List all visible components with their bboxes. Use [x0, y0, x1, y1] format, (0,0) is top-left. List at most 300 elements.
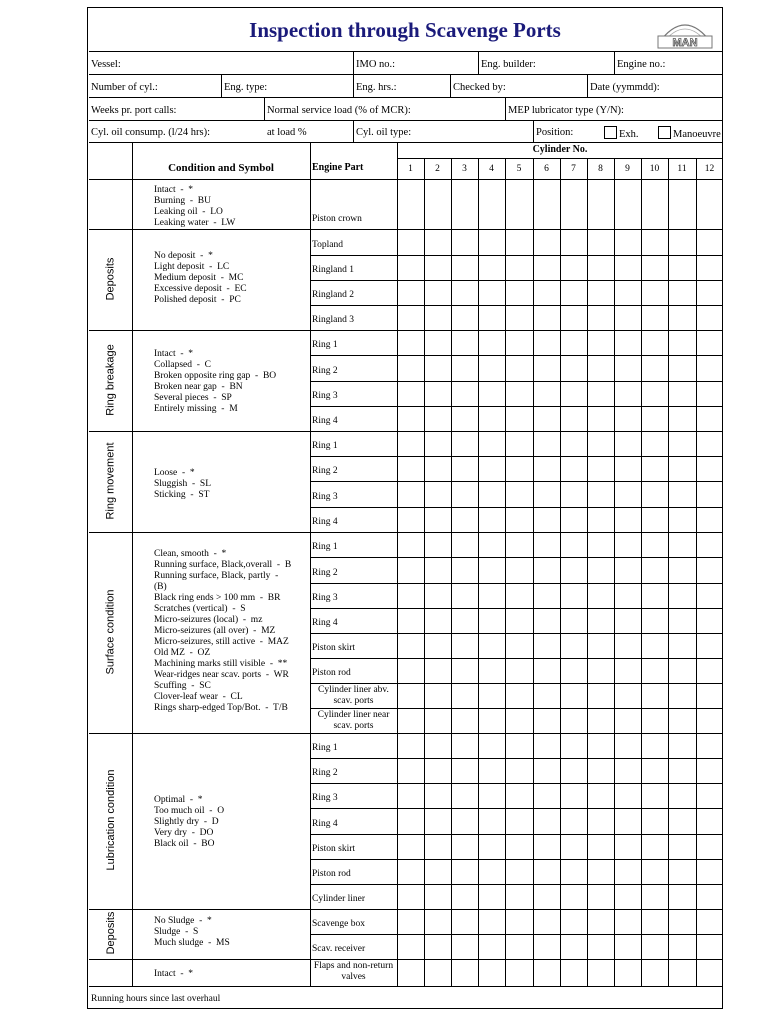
cylinder-cell[interactable] — [425, 558, 450, 582]
manoeuvre-checkbox-box[interactable] — [658, 126, 671, 139]
cylinder-cell[interactable] — [561, 230, 586, 254]
cylinder-cell[interactable] — [615, 910, 640, 933]
cylinder-cell[interactable] — [479, 584, 504, 607]
mep-field[interactable]: MEP lubricator type (Y/N): — [508, 105, 624, 116]
cylinder-cell[interactable] — [506, 809, 532, 833]
cylinder-cell[interactable] — [506, 659, 532, 682]
cylinder-cell[interactable] — [425, 659, 450, 682]
cylinder-cell[interactable] — [669, 180, 695, 228]
cylinder-cell[interactable] — [506, 356, 532, 380]
cylinder-cell[interactable] — [588, 382, 613, 405]
cylinder-cell[interactable] — [506, 407, 532, 430]
date-field[interactable]: Date (yymmdd): — [590, 82, 660, 93]
cylinder-cell[interactable] — [425, 407, 450, 430]
at-load-field[interactable]: at load % — [267, 127, 307, 138]
cylinder-cell[interactable] — [669, 382, 695, 405]
cylinder-cell[interactable] — [669, 609, 695, 632]
cylinder-cell[interactable] — [669, 432, 695, 455]
cylinder-cell[interactable] — [425, 684, 450, 707]
cylinder-cell[interactable] — [398, 331, 423, 354]
cylinder-cell[interactable] — [534, 256, 559, 279]
cylinder-cell[interactable] — [425, 609, 450, 632]
cylinder-cell[interactable] — [615, 407, 640, 430]
cylinder-cell[interactable] — [642, 809, 667, 833]
cylinder-cell[interactable] — [425, 709, 450, 732]
cylinder-cell[interactable] — [398, 180, 423, 228]
cylinder-cell[interactable] — [425, 230, 450, 254]
cylinder-cell[interactable] — [398, 281, 423, 304]
cylinder-cell[interactable] — [479, 960, 504, 985]
cyl-oil-consump-field[interactable]: Cyl. oil consump. (l/24 hrs): — [91, 127, 210, 138]
cylinder-cell[interactable] — [697, 935, 722, 958]
cylinder-cell[interactable] — [452, 508, 477, 531]
cylinder-cell[interactable] — [479, 860, 504, 883]
cylinder-cell[interactable] — [697, 809, 722, 833]
cylinder-cell[interactable] — [534, 407, 559, 430]
cylinder-cell[interactable] — [642, 331, 667, 354]
cylinder-cell[interactable] — [642, 230, 667, 254]
cylinder-cell[interactable] — [697, 256, 722, 279]
cylinder-cell[interactable] — [697, 634, 722, 657]
cylinder-cell[interactable] — [479, 709, 504, 732]
cylinder-cell[interactable] — [561, 885, 586, 908]
cylinder-cell[interactable] — [561, 634, 586, 657]
cylinder-cell[interactable] — [615, 230, 640, 254]
cylinder-cell[interactable] — [561, 709, 586, 732]
cylinder-cell[interactable] — [697, 784, 722, 807]
cylinder-cell[interactable] — [398, 356, 423, 380]
cylinder-cell[interactable] — [588, 935, 613, 958]
engine-no-field[interactable]: Engine no.: — [617, 59, 666, 70]
cylinder-cell[interactable] — [588, 759, 613, 782]
cylinder-cell[interactable] — [669, 809, 695, 833]
cylinder-cell[interactable] — [669, 281, 695, 304]
cylinder-cell[interactable] — [452, 457, 477, 480]
cylinder-cell[interactable] — [615, 382, 640, 405]
cylinder-cell[interactable] — [534, 281, 559, 304]
cylinder-cell[interactable] — [534, 935, 559, 958]
cylinder-cell[interactable] — [479, 835, 504, 858]
cylinder-cell[interactable] — [534, 331, 559, 354]
cylinder-cell[interactable] — [615, 759, 640, 782]
cylinder-cell[interactable] — [561, 759, 586, 782]
cylinder-cell[interactable] — [669, 558, 695, 582]
cylinder-cell[interactable] — [669, 457, 695, 480]
cylinder-cell[interactable] — [425, 382, 450, 405]
cylinder-cell[interactable] — [479, 609, 504, 632]
cylinder-cell[interactable] — [479, 910, 504, 933]
cylinder-cell[interactable] — [479, 230, 504, 254]
cylinder-cell[interactable] — [534, 709, 559, 732]
cylinder-cell[interactable] — [642, 482, 667, 506]
cylinder-cell[interactable] — [534, 885, 559, 908]
cylinder-cell[interactable] — [398, 584, 423, 607]
cylinder-cell[interactable] — [697, 609, 722, 632]
cylinder-cell[interactable] — [479, 533, 504, 556]
cylinder-cell[interactable] — [697, 910, 722, 933]
cylinder-cell[interactable] — [425, 910, 450, 933]
cylinder-cell[interactable] — [452, 835, 477, 858]
cylinder-cell[interactable] — [452, 256, 477, 279]
cylinder-cell[interactable] — [588, 784, 613, 807]
cylinder-cell[interactable] — [506, 482, 532, 506]
cylinder-cell[interactable] — [506, 508, 532, 531]
cylinder-cell[interactable] — [697, 180, 722, 228]
cylinder-cell[interactable] — [697, 533, 722, 556]
cylinder-cell[interactable] — [506, 306, 532, 329]
cylinder-cell[interactable] — [615, 432, 640, 455]
cylinder-cell[interactable] — [479, 809, 504, 833]
cylinder-cell[interactable] — [561, 609, 586, 632]
cylinder-cell[interactable] — [642, 910, 667, 933]
cylinder-cell[interactable] — [561, 356, 586, 380]
cylinder-cell[interactable] — [669, 835, 695, 858]
cylinder-cell[interactable] — [697, 734, 722, 757]
cylinder-cell[interactable] — [452, 684, 477, 707]
cylinder-cell[interactable] — [479, 784, 504, 807]
checked-by-field[interactable]: Checked by: — [453, 82, 506, 93]
cylinder-cell[interactable] — [398, 659, 423, 682]
cylinder-cell[interactable] — [479, 306, 504, 329]
cylinder-cell[interactable] — [669, 256, 695, 279]
cylinder-cell[interactable] — [425, 533, 450, 556]
cylinder-cell[interactable] — [534, 180, 559, 228]
cylinder-cell[interactable] — [425, 180, 450, 228]
cylinder-cell[interactable] — [697, 885, 722, 908]
cylinder-cell[interactable] — [588, 558, 613, 582]
cylinder-cell[interactable] — [452, 533, 477, 556]
cylinder-cell[interactable] — [697, 457, 722, 480]
cylinder-cell[interactable] — [697, 230, 722, 254]
cylinder-cell[interactable] — [561, 482, 586, 506]
cylinder-cell[interactable] — [642, 835, 667, 858]
cylinder-cell[interactable] — [506, 734, 532, 757]
cylinder-cell[interactable] — [506, 533, 532, 556]
cylinder-cell[interactable] — [669, 584, 695, 607]
cylinder-cell[interactable] — [398, 684, 423, 707]
normal-load-field[interactable]: Normal service load (% of MCR): — [267, 105, 411, 116]
cylinder-cell[interactable] — [588, 281, 613, 304]
cylinder-cell[interactable] — [642, 960, 667, 985]
cylinder-cell[interactable] — [615, 709, 640, 732]
cylinder-cell[interactable] — [398, 482, 423, 506]
cylinder-cell[interactable] — [615, 885, 640, 908]
cylinder-cell[interactable] — [479, 432, 504, 455]
cylinder-cell[interactable] — [479, 885, 504, 908]
cylinder-cell[interactable] — [534, 659, 559, 682]
cylinder-cell[interactable] — [479, 659, 504, 682]
cylinder-cell[interactable] — [669, 935, 695, 958]
cylinder-cell[interactable] — [588, 960, 613, 985]
cylinder-cell[interactable] — [506, 960, 532, 985]
weeks-field[interactable]: Weeks pr. port calls: — [91, 105, 177, 116]
cylinder-cell[interactable] — [425, 734, 450, 757]
cylinder-cell[interactable] — [479, 457, 504, 480]
cylinder-cell[interactable] — [534, 356, 559, 380]
cylinder-cell[interactable] — [452, 432, 477, 455]
cylinder-cell[interactable] — [588, 634, 613, 657]
cylinder-cell[interactable] — [561, 935, 586, 958]
cylinder-cell[interactable] — [669, 684, 695, 707]
cylinder-cell[interactable] — [615, 256, 640, 279]
cylinder-cell[interactable] — [615, 609, 640, 632]
cylinder-cell[interactable] — [561, 584, 586, 607]
cylinder-cell[interactable] — [615, 960, 640, 985]
cylinder-cell[interactable] — [452, 809, 477, 833]
cylinder-cell[interactable] — [642, 885, 667, 908]
cylinder-cell[interactable] — [506, 331, 532, 354]
cylinder-cell[interactable] — [506, 609, 532, 632]
cylinder-cell[interactable] — [398, 508, 423, 531]
cylinder-cell[interactable] — [697, 960, 722, 985]
cylinder-cell[interactable] — [452, 584, 477, 607]
cylinder-cell[interactable] — [506, 584, 532, 607]
cylinder-cell[interactable] — [669, 784, 695, 807]
cylinder-cell[interactable] — [506, 180, 532, 228]
cylinder-cell[interactable] — [588, 659, 613, 682]
cylinder-cell[interactable] — [534, 784, 559, 807]
cylinder-cell[interactable] — [642, 759, 667, 782]
cylinder-cell[interactable] — [534, 508, 559, 531]
cylinder-cell[interactable] — [697, 356, 722, 380]
cylinder-cell[interactable] — [669, 910, 695, 933]
cylinder-cell[interactable] — [669, 482, 695, 506]
cylinder-cell[interactable] — [534, 684, 559, 707]
cylinder-cell[interactable] — [452, 709, 477, 732]
cylinder-cell[interactable] — [425, 256, 450, 279]
cylinder-cell[interactable] — [534, 533, 559, 556]
cylinder-cell[interactable] — [615, 684, 640, 707]
cylinder-cell[interactable] — [561, 809, 586, 833]
cylinder-cell[interactable] — [615, 306, 640, 329]
cylinder-cell[interactable] — [615, 508, 640, 531]
cylinder-cell[interactable] — [561, 256, 586, 279]
cylinder-cell[interactable] — [669, 356, 695, 380]
cylinder-cell[interactable] — [561, 960, 586, 985]
cylinder-cell[interactable] — [534, 432, 559, 455]
cylinder-cell[interactable] — [534, 230, 559, 254]
cylinder-cell[interactable] — [561, 784, 586, 807]
cylinder-cell[interactable] — [479, 407, 504, 430]
cylinder-cell[interactable] — [697, 835, 722, 858]
cylinder-cell[interactable] — [615, 356, 640, 380]
cylinder-cell[interactable] — [425, 331, 450, 354]
cylinder-cell[interactable] — [615, 634, 640, 657]
cylinder-cell[interactable] — [479, 281, 504, 304]
cylinder-cell[interactable] — [425, 584, 450, 607]
cylinder-cell[interactable] — [561, 659, 586, 682]
cylinder-cell[interactable] — [452, 356, 477, 380]
cylinder-cell[interactable] — [398, 960, 423, 985]
cylinder-cell[interactable] — [534, 306, 559, 329]
cylinder-cell[interactable] — [398, 256, 423, 279]
cylinder-cell[interactable] — [642, 432, 667, 455]
imo-field[interactable]: IMO no.: — [356, 59, 396, 70]
cylinder-cell[interactable] — [506, 256, 532, 279]
cylinder-cell[interactable] — [615, 659, 640, 682]
cylinder-cell[interactable] — [425, 885, 450, 908]
cylinder-cell[interactable] — [588, 584, 613, 607]
cylinder-cell[interactable] — [452, 407, 477, 430]
cylinder-cell[interactable] — [398, 382, 423, 405]
cylinder-cell[interactable] — [588, 910, 613, 933]
cylinder-cell[interactable] — [398, 759, 423, 782]
cylinder-cell[interactable] — [452, 860, 477, 883]
cylinder-cell[interactable] — [425, 482, 450, 506]
cylinder-cell[interactable] — [506, 382, 532, 405]
cylinder-cell[interactable] — [615, 835, 640, 858]
cylinder-cell[interactable] — [479, 331, 504, 354]
cylinder-cell[interactable] — [479, 935, 504, 958]
cylinder-cell[interactable] — [588, 734, 613, 757]
cylinder-cell[interactable] — [697, 306, 722, 329]
cylinder-cell[interactable] — [452, 935, 477, 958]
cylinder-cell[interactable] — [452, 634, 477, 657]
cylinder-cell[interactable] — [398, 935, 423, 958]
manoeuvre-checkbox[interactable] — [658, 126, 721, 140]
cylinder-cell[interactable] — [642, 734, 667, 757]
cylinder-cell[interactable] — [615, 935, 640, 958]
cylinder-cell[interactable] — [398, 910, 423, 933]
cylinder-cell[interactable] — [697, 281, 722, 304]
cylinder-cell[interactable] — [479, 482, 504, 506]
cylinder-cell[interactable] — [534, 759, 559, 782]
cylinder-cell[interactable] — [697, 860, 722, 883]
cylinder-cell[interactable] — [669, 759, 695, 782]
cylinder-cell[interactable] — [534, 609, 559, 632]
cylinder-cell[interactable] — [479, 256, 504, 279]
cylinder-cell[interactable] — [425, 432, 450, 455]
cylinder-cell[interactable] — [506, 860, 532, 883]
cylinder-cell[interactable] — [669, 331, 695, 354]
cylinder-cell[interactable] — [534, 382, 559, 405]
cylinder-cell[interactable] — [561, 835, 586, 858]
cylinder-cell[interactable] — [452, 230, 477, 254]
cylinder-cell[interactable] — [561, 558, 586, 582]
cylinder-cell[interactable] — [697, 709, 722, 732]
cylinder-cell[interactable] — [506, 910, 532, 933]
position-field[interactable]: Position: — [536, 127, 574, 138]
cylinder-cell[interactable] — [425, 508, 450, 531]
cylinder-cell[interactable] — [697, 482, 722, 506]
cylinder-cell[interactable] — [697, 331, 722, 354]
cylinder-cell[interactable] — [642, 558, 667, 582]
cylinder-cell[interactable] — [479, 356, 504, 380]
cylinder-cell[interactable] — [669, 533, 695, 556]
cylinder-cell[interactable] — [588, 432, 613, 455]
cylinder-cell[interactable] — [642, 860, 667, 883]
cylinder-cell[interactable] — [561, 734, 586, 757]
cylinder-cell[interactable] — [669, 407, 695, 430]
cylinder-cell[interactable] — [561, 281, 586, 304]
cylinder-cell[interactable] — [642, 634, 667, 657]
cylinder-cell[interactable] — [697, 508, 722, 531]
exh-checkbox-box[interactable] — [604, 126, 617, 139]
cylinder-cell[interactable] — [588, 885, 613, 908]
cylinder-cell[interactable] — [642, 407, 667, 430]
cylinder-cell[interactable] — [615, 457, 640, 480]
cylinder-cell[interactable] — [398, 784, 423, 807]
cylinder-cell[interactable] — [534, 634, 559, 657]
cylinder-cell[interactable] — [452, 910, 477, 933]
cylinder-cell[interactable] — [697, 407, 722, 430]
cylinder-cell[interactable] — [669, 734, 695, 757]
cylinder-cell[interactable] — [425, 281, 450, 304]
cylinder-cell[interactable] — [588, 256, 613, 279]
cylinder-cell[interactable] — [561, 457, 586, 480]
cylinder-cell[interactable] — [452, 609, 477, 632]
cylinder-cell[interactable] — [588, 306, 613, 329]
cylinder-cell[interactable] — [642, 457, 667, 480]
cylinder-cell[interactable] — [452, 281, 477, 304]
cylinder-cell[interactable] — [506, 634, 532, 657]
cylinder-cell[interactable] — [588, 457, 613, 480]
cylinder-cell[interactable] — [425, 860, 450, 883]
cylinder-cell[interactable] — [479, 382, 504, 405]
cylinder-cell[interactable] — [425, 809, 450, 833]
cylinder-cell[interactable] — [642, 508, 667, 531]
cylinder-cell[interactable] — [615, 584, 640, 607]
cylinder-cell[interactable] — [534, 910, 559, 933]
cylinder-cell[interactable] — [615, 784, 640, 807]
cylinder-cell[interactable] — [615, 809, 640, 833]
cylinder-cell[interactable] — [588, 508, 613, 531]
cylinder-cell[interactable] — [588, 356, 613, 380]
cylinder-cell[interactable] — [561, 533, 586, 556]
eng-type-field[interactable]: Eng. type: — [224, 82, 268, 93]
cylinder-cell[interactable] — [452, 306, 477, 329]
cylinder-cell[interactable] — [534, 960, 559, 985]
cylinder-cell[interactable] — [588, 684, 613, 707]
eng-builder-field[interactable]: Eng. builder: — [481, 59, 536, 70]
cylinder-cell[interactable] — [479, 508, 504, 531]
cylinder-cell[interactable] — [669, 508, 695, 531]
cylinder-cell[interactable] — [398, 432, 423, 455]
cylinder-cell[interactable] — [642, 533, 667, 556]
cylinder-cell[interactable] — [452, 759, 477, 782]
cylinder-cell[interactable] — [642, 256, 667, 279]
cylinder-cell[interactable] — [697, 659, 722, 682]
cylinder-cell[interactable] — [452, 659, 477, 682]
cylinder-cell[interactable] — [588, 533, 613, 556]
cylinder-cell[interactable] — [452, 784, 477, 807]
cylinder-cell[interactable] — [642, 684, 667, 707]
cylinder-cell[interactable] — [398, 457, 423, 480]
cylinder-cell[interactable] — [425, 356, 450, 380]
cylinder-cell[interactable] — [425, 306, 450, 329]
cylinder-cell[interactable] — [425, 960, 450, 985]
cylinder-cell[interactable] — [479, 684, 504, 707]
cylinder-cell[interactable] — [561, 180, 586, 228]
cylinder-cell[interactable] — [452, 885, 477, 908]
cylinder-cell[interactable] — [642, 709, 667, 732]
cylinder-cell[interactable] — [642, 382, 667, 405]
cylinder-cell[interactable] — [425, 634, 450, 657]
cylinder-cell[interactable] — [561, 910, 586, 933]
cylinder-cell[interactable] — [588, 180, 613, 228]
cylinder-cell[interactable] — [479, 180, 504, 228]
cylinder-cell[interactable] — [452, 482, 477, 506]
cylinder-cell[interactable] — [398, 533, 423, 556]
cylinder-cell[interactable] — [615, 482, 640, 506]
cylinder-cell[interactable] — [642, 306, 667, 329]
cylinder-cell[interactable] — [506, 709, 532, 732]
cylinder-cell[interactable] — [697, 584, 722, 607]
cylinder-cell[interactable] — [561, 306, 586, 329]
cylinder-cell[interactable] — [588, 482, 613, 506]
cylinder-cell[interactable] — [506, 457, 532, 480]
cylinder-cell[interactable] — [615, 860, 640, 883]
